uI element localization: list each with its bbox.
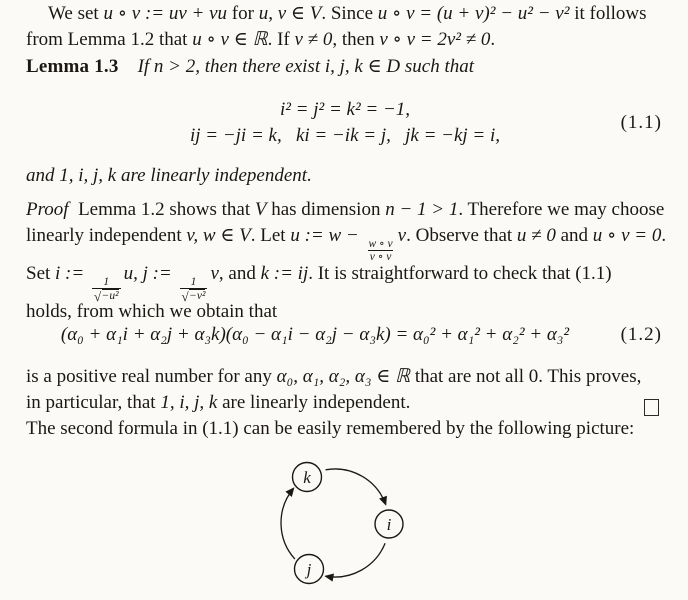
lemma-statement: Lemma 1.3 If n > 2, then there exist i, j, k ∈ D such that — [26, 56, 475, 77]
conclusion-line-2: in particular, that 1, i, j, k are linearly independent. — [26, 392, 411, 413]
intro-line-2: from Lemma 1.2 that u ∘ v ∈ ℝ. If v ≠ 0, then v ∘ v = 2v² ≠ 0. — [26, 29, 496, 50]
node-i — [375, 510, 403, 538]
intro-line-1: We set u ∘ v := uv + vu for u, v ∈ V. Since u ∘ v = (u + v)² − u² − v² it follows — [48, 3, 647, 24]
proof-paragraph — [26, 197, 667, 325]
closing-paragraph — [26, 416, 664, 442]
node-j-label: j — [306, 560, 312, 579]
equation-1-1-line-2: ij = −ji = k, ki = −ik = j, jk = −kj = i, — [189, 125, 501, 146]
node-j — [295, 555, 324, 584]
equation-tag-1-1: (1.1) — [620, 112, 662, 133]
proof-line-2: linearly independent v, w ∈ V. Let u := w − $\frac{w \circ v}{v \circ v}$ v. Observe that u ≠ 0 and u ∘ v = 0. — [26, 225, 667, 264]
node-i-label: i — [386, 515, 392, 534]
intro-paragraph — [26, 1, 664, 53]
proof-line-4: holds, from which we obtain that — [26, 301, 278, 323]
proof-line-3: Set i := 1 √ −u² u, j := 1 √ −v² v, and k := ij. It is straightforward to check that (1.1) — [26, 262, 612, 304]
equation-1-1 — [26, 97, 664, 149]
equation-1-1-line-1: i² = j² = k² = −1, — [279, 99, 411, 120]
closing-line: The second formula in (1.1) can be easily remembered by the following picture: — [26, 418, 635, 439]
equation-1-2-body: (α₀ + α₁i + α₂j + α₃k)(α₀ − α₁i − α₂j − α₃k) = α₀² + α₁² + α₂² + α₃² — [60, 324, 570, 345]
cycle-diagram — [228, 455, 412, 597]
arrow-j-to-k — [281, 488, 295, 559]
lemma-note — [26, 163, 664, 189]
equation-tag-1-2: (1.2) — [620, 324, 662, 345]
arrow-i-to-j — [326, 543, 386, 577]
node-k — [293, 463, 322, 492]
proof-line-1: Proof Lemma 1.2 shows that V has dimension n − 1 > 1. Therefore we may choose — [26, 199, 665, 220]
arrow-k-to-i — [326, 469, 386, 505]
lemma-note-line: and 1, i, j, k are linearly independent. — [26, 165, 312, 186]
qed-box-icon — [644, 399, 659, 416]
equation-1-2 — [26, 322, 664, 348]
conclusion-paragraph — [26, 364, 664, 416]
node-k-label: k — [303, 468, 311, 487]
conclusion-line-1: is a positive real number for any α₀, α₁, α₂, α₃ ∈ ℝ that are not all 0. This proves, — [26, 366, 642, 387]
lemma-heading — [26, 54, 664, 80]
